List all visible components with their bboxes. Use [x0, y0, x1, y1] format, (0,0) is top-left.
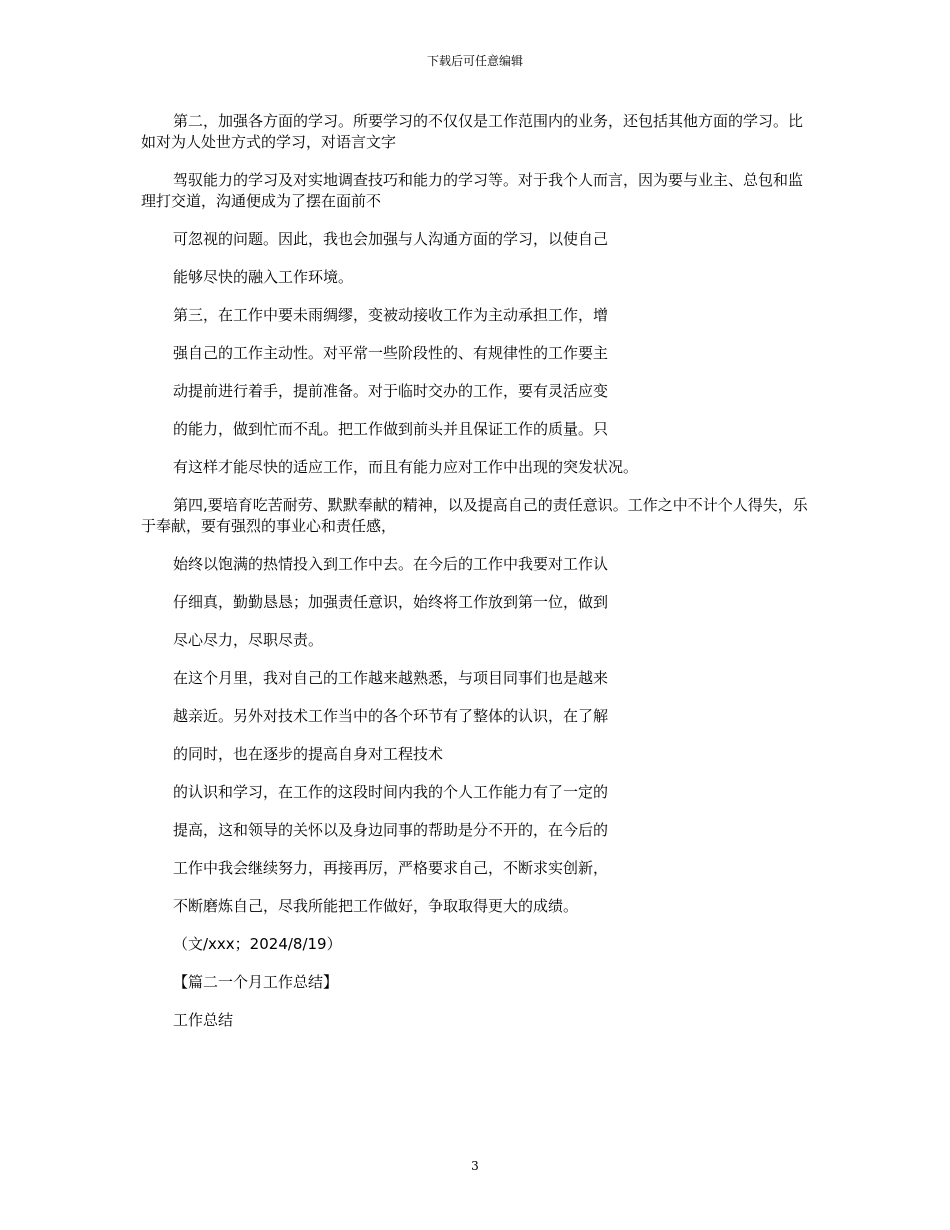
body-paragraph: 的同时，也在逐步的提高自身对工程技术: [173, 745, 444, 763]
body-paragraph: 仔细真，勤勤恳恳；加强责任意识，始终将工作放到第一位，做到: [173, 593, 609, 611]
body-paragraph: 尽心尽力，尽职尽责。: [173, 631, 324, 649]
body-paragraph: 越亲近。另外对技术工作当中的各个环节有了整体的认识，在了解: [173, 707, 609, 725]
page-number: 3: [471, 1159, 479, 1173]
body-paragraph: 始终以饱满的热情投入到工作中去。在今后的工作中我要对工作认: [173, 555, 609, 573]
body-paragraph: 提高，这和领导的关怀以及身边同事的帮助是分不开的，在今后的: [173, 821, 609, 839]
body-paragraph: 第二，加强各方面的学习。所要学习的不仅仅是工作范围内的业务，还包括其他方面的学习。比如对为人处世方式的学习，对语言文字: [141, 112, 804, 151]
body-paragraph: 强自己的工作主动性。对平常一些阶段性的、有规律性的工作要主: [173, 344, 609, 362]
body-paragraph: 能够尽快的融入工作环境。: [173, 268, 354, 286]
body-paragraph: 第三，在工作中要未雨绸缪，变被动接收工作为主动承担工作，增: [173, 306, 609, 324]
body-paragraph: 的能力，做到忙而不乱。把工作做到前头并且保证工作的质量。只: [173, 420, 609, 438]
body-paragraph: 第四,要培育吃苦耐劳、默默奉献的精神，以及提高自己的责任意识。工作之中不计个人得失，乐于奉献，要有强烈的事业心和责任感，: [141, 496, 808, 535]
body-paragraph: 有这样才能尽快的适应工作，而且有能力应对工作中出现的突发状况。: [173, 458, 639, 476]
body-paragraph: （文/xxx；2024/8/19）: [173, 935, 342, 953]
document-body: [141, 111, 813, 1031]
body-paragraph: 【篇二一个月工作总结】: [173, 973, 339, 991]
body-paragraph: 动提前进行着手，提前准备。对于临时交办的工作，要有灵活应变: [173, 382, 609, 400]
body-paragraph: 工作总结: [173, 1011, 234, 1029]
body-paragraph: 在这个月里，我对自己的工作越来越熟悉，与项目同事们也是越来: [173, 669, 609, 687]
body-paragraph: 驾驭能力的学习及对实地调查技巧和能力的学习等。对于我个人而言，因为要与业主、总包和监理打交道，沟通便成为了摆在面前不: [141, 171, 804, 210]
body-paragraph: 可忽视的问题。因此，我也会加强与人沟通方面的学习，以使自己: [173, 230, 609, 248]
body-paragraph: 不断磨炼自己，尽我所能把工作做好，争取取得更大的成绩。: [173, 897, 579, 915]
body-paragraph: 工作中我会继续努力，再接再厉，严格要求自己，不断求实创新，: [173, 859, 609, 877]
body-paragraph: 的认识和学习，在工作的这段时间内我的个人工作能力有了一定的: [173, 783, 609, 801]
page-header: 下载后可任意编辑: [426, 54, 523, 68]
